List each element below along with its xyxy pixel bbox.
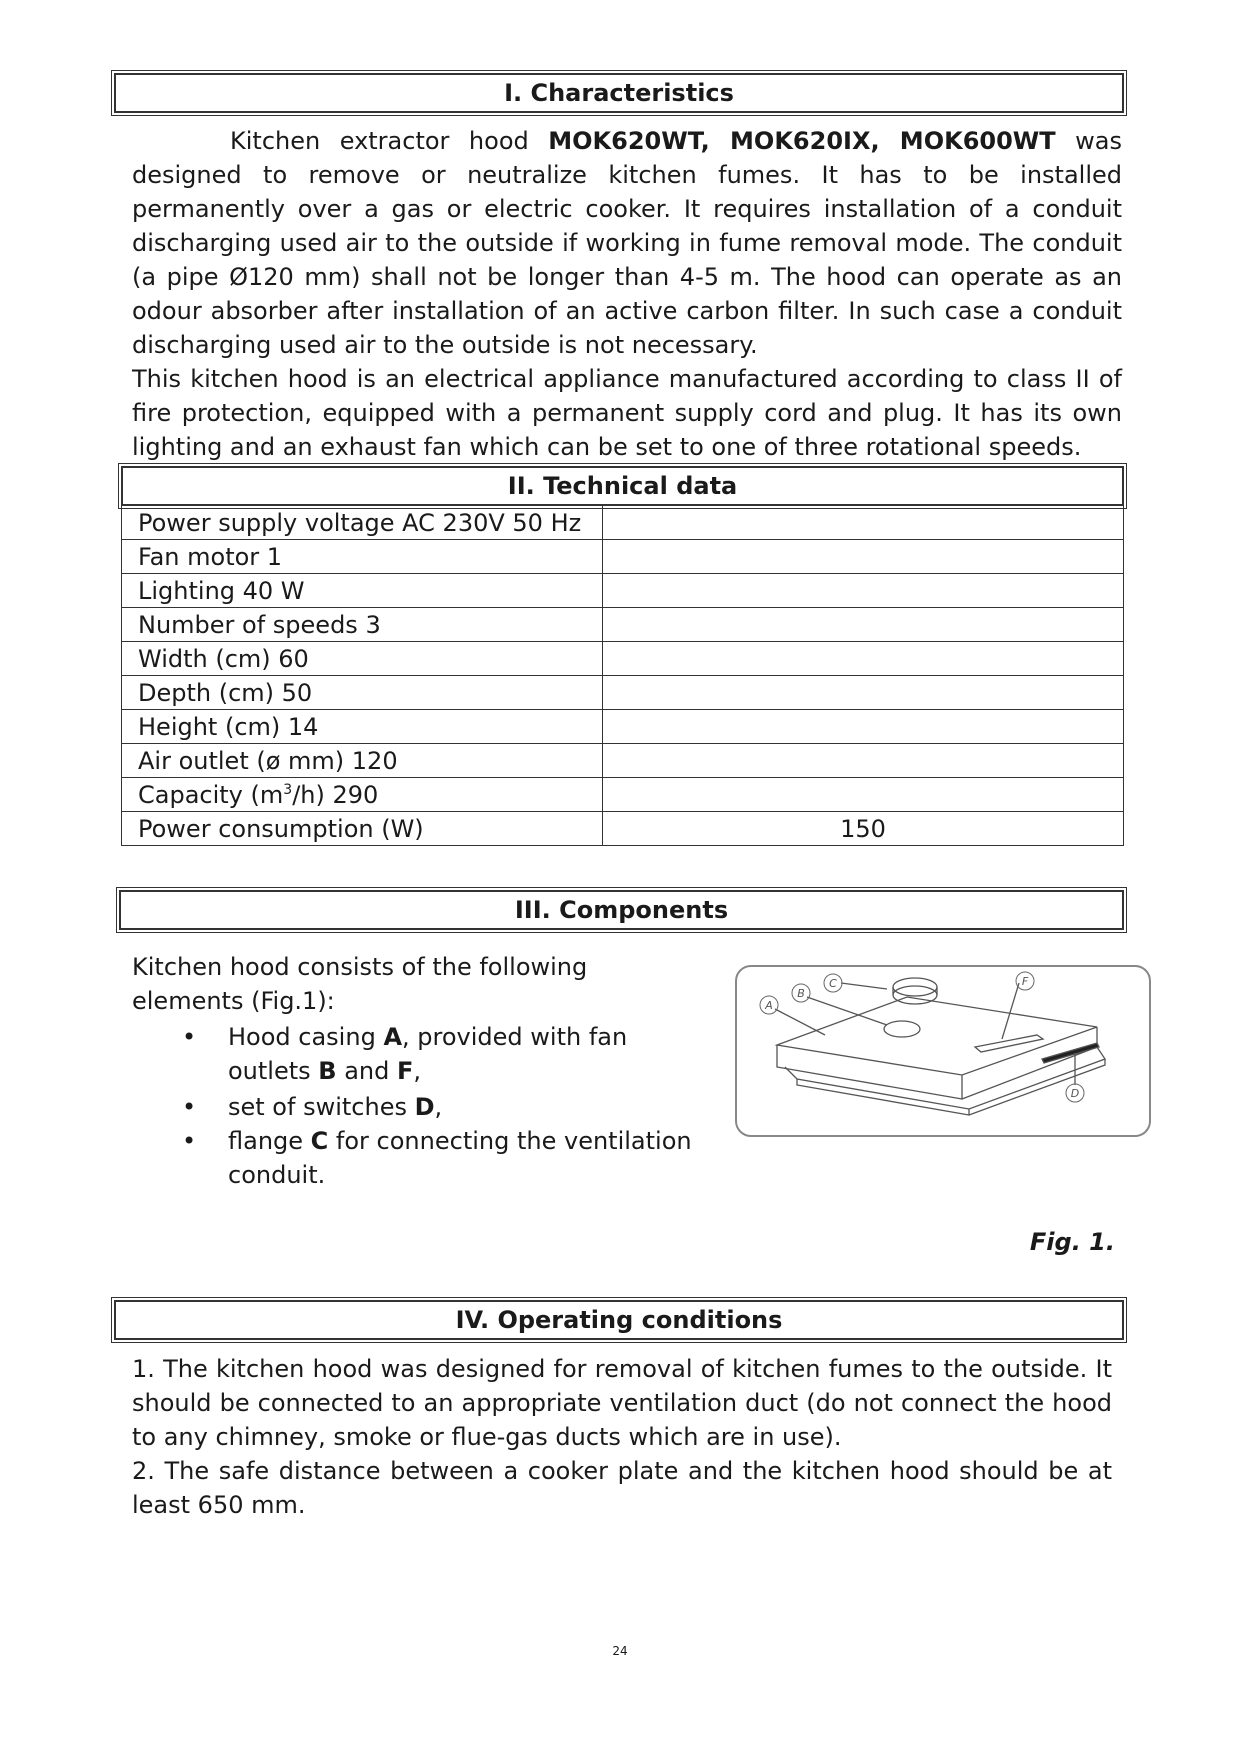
table-row: Power supply voltage AC 230V 50 Hz	[122, 506, 1124, 540]
hood-illustration	[737, 967, 1149, 1135]
section-heading-characteristics: I. Characteristics	[114, 73, 1124, 113]
operating-paragraph-1: 1. The kitchen hood was designed for removal of kitchen fumes to the outside. It should be connected to an appropriate ventilation duct (do not connect the hood to any chimney, smoke or flue-gas ducts which are in use).	[132, 1355, 1112, 1451]
section-heading-components: III. Components	[119, 890, 1124, 930]
characteristics-paragraph-2: This kitchen hood is an electrical appliance manufactured according to class II of fire protection, equipped with a permanent supply cord and plug. It has its own lighting and an exhaust fan which can be set to one of three rotational speeds.	[132, 365, 1122, 461]
components-bullets	[132, 1020, 702, 1192]
bullet: •	[182, 1093, 197, 1121]
bullet: •	[182, 1023, 197, 1051]
table-row: Air outlet (ø mm) 120	[122, 744, 1124, 778]
table-row: Fan motor 1	[122, 540, 1124, 574]
components-list	[132, 950, 702, 1192]
label-b: B	[797, 987, 805, 1000]
table-row: Depth (cm) 50	[122, 676, 1124, 710]
label-f: F	[1021, 975, 1029, 988]
table-row: Power consumption (W) 150	[122, 812, 1124, 846]
table-row: Number of speeds 3	[122, 608, 1124, 642]
label-a: A	[765, 999, 773, 1012]
table-row: Capacity $(m^3/h)$ 290	[122, 778, 1124, 812]
table-row: Height (cm) 14	[122, 710, 1124, 744]
label-d: D	[1070, 1087, 1080, 1100]
operating-text	[132, 1352, 1112, 1522]
list-item: • set of switches D,	[132, 1090, 702, 1124]
operating-paragraph-2: 2. The safe distance between a cooker plate and the kitchen hood should be at least 650 mm.	[132, 1457, 1112, 1519]
characteristics-paragraph-1: Kitchen extractor hood MOK620WT, MOK620IX, MOK600WT was designed to remove or neutralize kitchen fumes. It has to be installed permanently over a gas or electric cooker. It requires installation of a conduit discharging used air to the outside if working in fume removal mode. The conduit (a pipe Ø120 mm) shall not be longer than 4-5 m. The hood can operate as an odour absorber after installation of an active carbon filter. In such case a conduit discharging used air to the outside is not necessary.	[132, 127, 1122, 359]
components-intro: Kitchen hood consists of the following elements (Fig.1):	[132, 953, 588, 1015]
figure-caption: Fig. 1.	[1029, 1228, 1115, 1256]
page-number: 24	[612, 1644, 628, 1658]
model-names: MOK620WT, MOK620IX, MOK600WT	[548, 127, 1056, 155]
list-item: • flange C for connecting the ventilation conduit.	[132, 1124, 702, 1192]
section-heading-technical-data: II. Technical data	[121, 466, 1124, 506]
technical-data-table	[121, 505, 1124, 846]
list-item: • Hood casing A, provided with fan outlets B and F,	[132, 1020, 702, 1088]
section-heading-operating-conditions: IV. Operating conditions	[114, 1300, 1124, 1340]
table-row: Lighting 40 W	[122, 574, 1124, 608]
table-row: Width (cm) 60	[122, 642, 1124, 676]
hood-figure	[735, 965, 1151, 1137]
label-c: C	[829, 977, 837, 990]
characteristics-text	[132, 124, 1122, 464]
bullet: •	[182, 1127, 197, 1155]
